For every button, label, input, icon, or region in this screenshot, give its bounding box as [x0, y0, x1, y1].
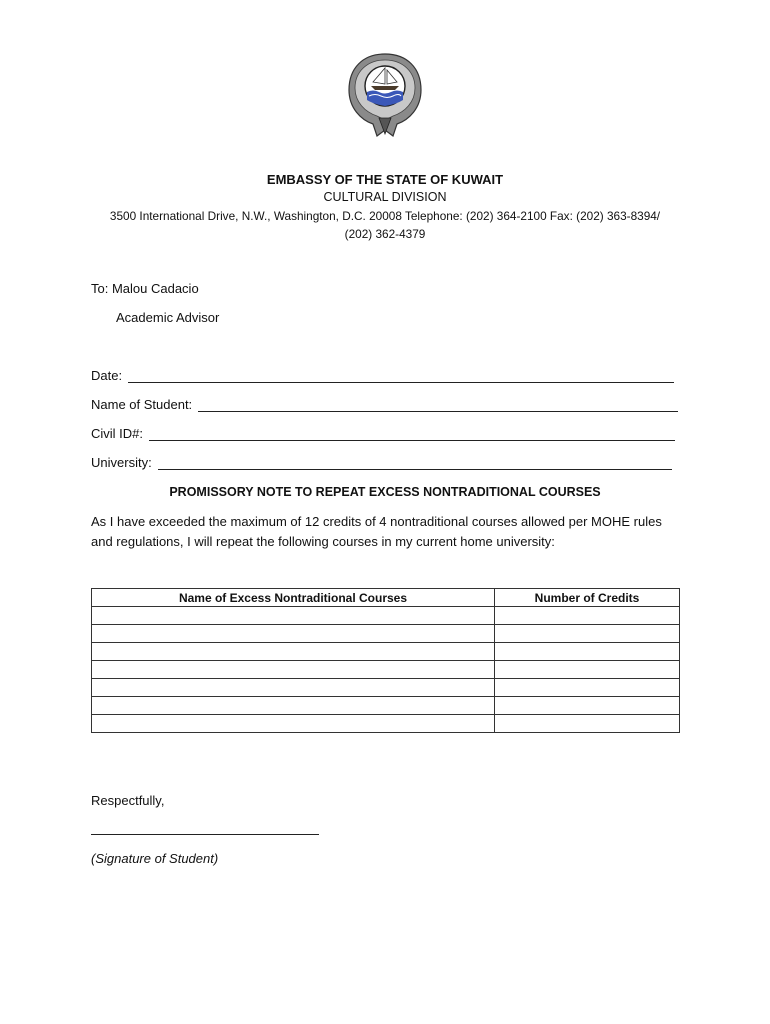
civil-id-field — [91, 426, 675, 441]
credits-cell[interactable] — [495, 697, 680, 715]
university-label: University: — [91, 455, 152, 470]
student-name-input-line[interactable] — [198, 397, 678, 412]
civil-id-input-line[interactable] — [149, 426, 675, 441]
civil-id-label: Civil ID#: — [91, 426, 144, 441]
table-row — [92, 661, 680, 679]
table-row — [92, 625, 680, 643]
table-row — [92, 679, 680, 697]
closing-respectfully: Respectfully, — [91, 793, 165, 808]
student-name-label: Name of Student: — [91, 397, 193, 412]
course-name-cell[interactable] — [92, 661, 495, 679]
table-row — [92, 607, 680, 625]
embassy-address: 3500 International Drive, N.W., Washington, D.C. 20008 Telephone: (202) 364-2100 Fax: (202) 363-8394/ (202) 362-4379 — [109, 209, 661, 241]
course-name-cell[interactable] — [92, 679, 495, 697]
table-row — [92, 643, 680, 661]
course-name-cell[interactable] — [92, 607, 495, 625]
credits-cell[interactable] — [495, 643, 680, 661]
recipient-role: Academic Advisor — [116, 310, 220, 325]
signature-caption: (Signature of Student) — [91, 851, 219, 866]
signature-line[interactable] — [91, 834, 319, 835]
promissory-note-title: PROMISSORY NOTE TO REPEAT EXCESS NONTRADITIONAL COURSES — [169, 485, 601, 499]
course-name-cell[interactable] — [92, 625, 495, 643]
date-field — [91, 368, 674, 383]
course-name-header: Name of Excess Nontraditional Courses — [92, 589, 495, 607]
note-body: As I have exceeded the maximum of 12 credits of 4 nontraditional courses allowed per MOHE rules and regulations, I will repeat the following courses in my current home university: — [91, 514, 662, 549]
student-name-field — [91, 397, 678, 412]
credits-header: Number of Credits — [495, 589, 680, 607]
cultural-division: CULTURAL DIVISION — [323, 190, 447, 204]
date-input-line[interactable] — [128, 368, 674, 383]
table-header-row — [92, 589, 680, 607]
date-label: Date: — [91, 368, 123, 383]
courses-table — [91, 588, 680, 733]
credits-cell[interactable] — [495, 661, 680, 679]
course-name-cell[interactable] — [92, 643, 495, 661]
kuwait-emblem-icon — [343, 50, 427, 138]
credits-cell[interactable] — [495, 715, 680, 733]
credits-cell[interactable] — [495, 625, 680, 643]
embassy-title: EMBASSY OF THE STATE OF KUWAIT — [266, 172, 504, 187]
table-row — [92, 697, 680, 715]
course-name-cell[interactable] — [92, 715, 495, 733]
course-name-cell[interactable] — [92, 697, 495, 715]
university-input-line[interactable] — [158, 455, 672, 470]
credits-cell[interactable] — [495, 679, 680, 697]
credits-cell[interactable] — [495, 607, 680, 625]
table-row — [92, 715, 680, 733]
university-field — [91, 455, 672, 470]
recipient-name: To: Malou Cadacio — [91, 281, 199, 296]
